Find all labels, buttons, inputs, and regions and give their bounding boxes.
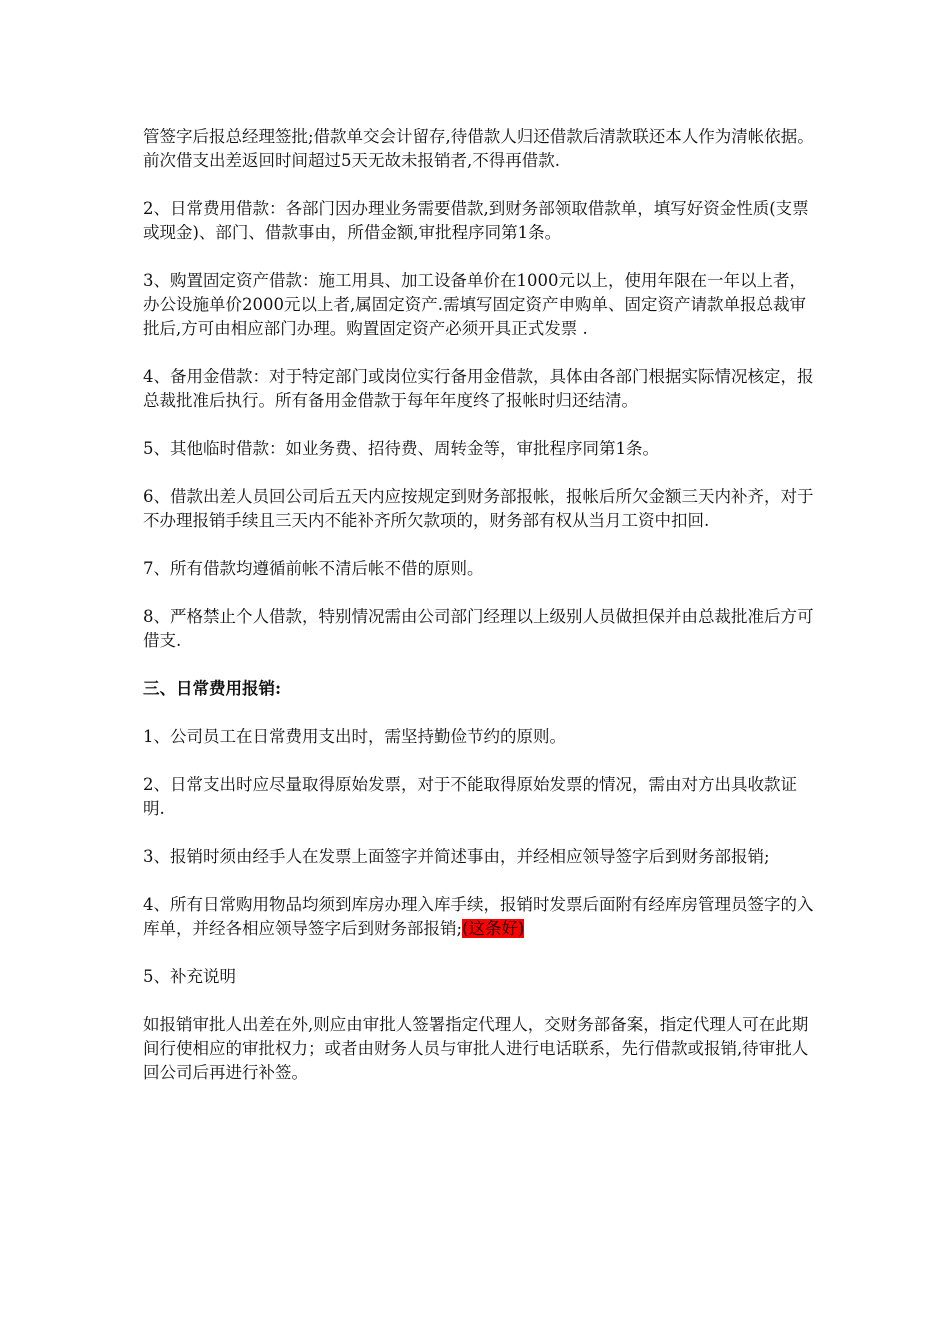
paragraph-personal-loan-ban: 8、严格禁止个人借款，特别情况需由公司部门经理以上级别人员做担保并由总裁批准后方可借支. — [143, 607, 814, 650]
document-page — [143, 125, 818, 1109]
paragraph-warehouse-entry — [143, 893, 818, 941]
paragraph-supplementary-title: 5、补充说明 — [143, 967, 236, 986]
warehouse-entry-text: 4、所有日常购用物品均须到库房办理入库手续，报销时发票后面附有经库房管理员签字的入库单，并经各相应领导签字后到财务部报销; — [143, 895, 814, 938]
paragraph-petty-cash-loan: 4、备用金借款：对于特定部门或岗位实行备用金借款，具体由各部门根据实际情况核定，报总裁批准后执行。所有备用金借款于每年年度终了报帐时归还结清。 — [143, 367, 814, 410]
paragraph-fixed-asset-loan: 3、购置固定资产借款：施工用具、加工设备单价在1000元以上，使用年限在一年以上者，办公设施单价2000元以上者,属固定资产.需填写固定资产申购单、固定资产请款单报总裁审批后,方可由相应部门办理。购置固定资产必须开具正式发票 . — [143, 271, 806, 338]
paragraph-approver-absence: 如报销审批人出差在外,则应由审批人签署指定代理人，交财务部备案，指定代理人可在此期间行使相应的审批权力；或者由财务人员与审批人进行电话联系，先行借款或报销,待审批人回公司后再进行补签。 — [143, 1015, 809, 1082]
paragraph-expense-thrift: 1、公司员工在日常费用支出时，需坚持勤俭节约的原则。 — [143, 727, 566, 746]
paragraph-temporary-loan: 5、其他临时借款：如业务费、招待费、周转金等，审批程序同第1条。 — [143, 439, 659, 458]
paragraph-original-invoice: 2、日常支出时应尽量取得原始发票，对于不能取得原始发票的情况，需由对方出具收款证明. — [143, 775, 797, 818]
paragraph-loan-approval-continued: 管签字后报总经理签批;借款单交会计留存,待借款人归还借款后清款联还本人作为清帐依据。前次借支出差返回时间超过5天无故未报销者,不得再借款. — [143, 127, 814, 170]
paragraph-signature-requirement: 3、报销时须由经手人在发票上面签字并简述事由，并经相应领导签字后到财务部报销; — [143, 847, 770, 866]
section-heading-expense-reimbursement: 三、日常费用报销: — [143, 679, 282, 698]
highlight-comment: (这条好) — [462, 919, 525, 938]
paragraph-loan-principle: 7、所有借款均遵循前帐不清后帐不借的原则。 — [143, 559, 484, 578]
paragraph-travel-reimbursement: 6、借款出差人员回公司后五天内应按规定到财务部报帐，报帐后所欠金额三天内补齐，对于不办理报销手续且三天内不能补齐所欠款项的，财务部有权从当月工资中扣回. — [143, 487, 814, 530]
paragraph-daily-expense-loan: 2、日常费用借款：各部门因办理业务需要借款,到财务部领取借款单，填写好资金性质(支票或现金)、部门、借款事由，所借金额,审批程序同第1条。 — [143, 199, 809, 242]
